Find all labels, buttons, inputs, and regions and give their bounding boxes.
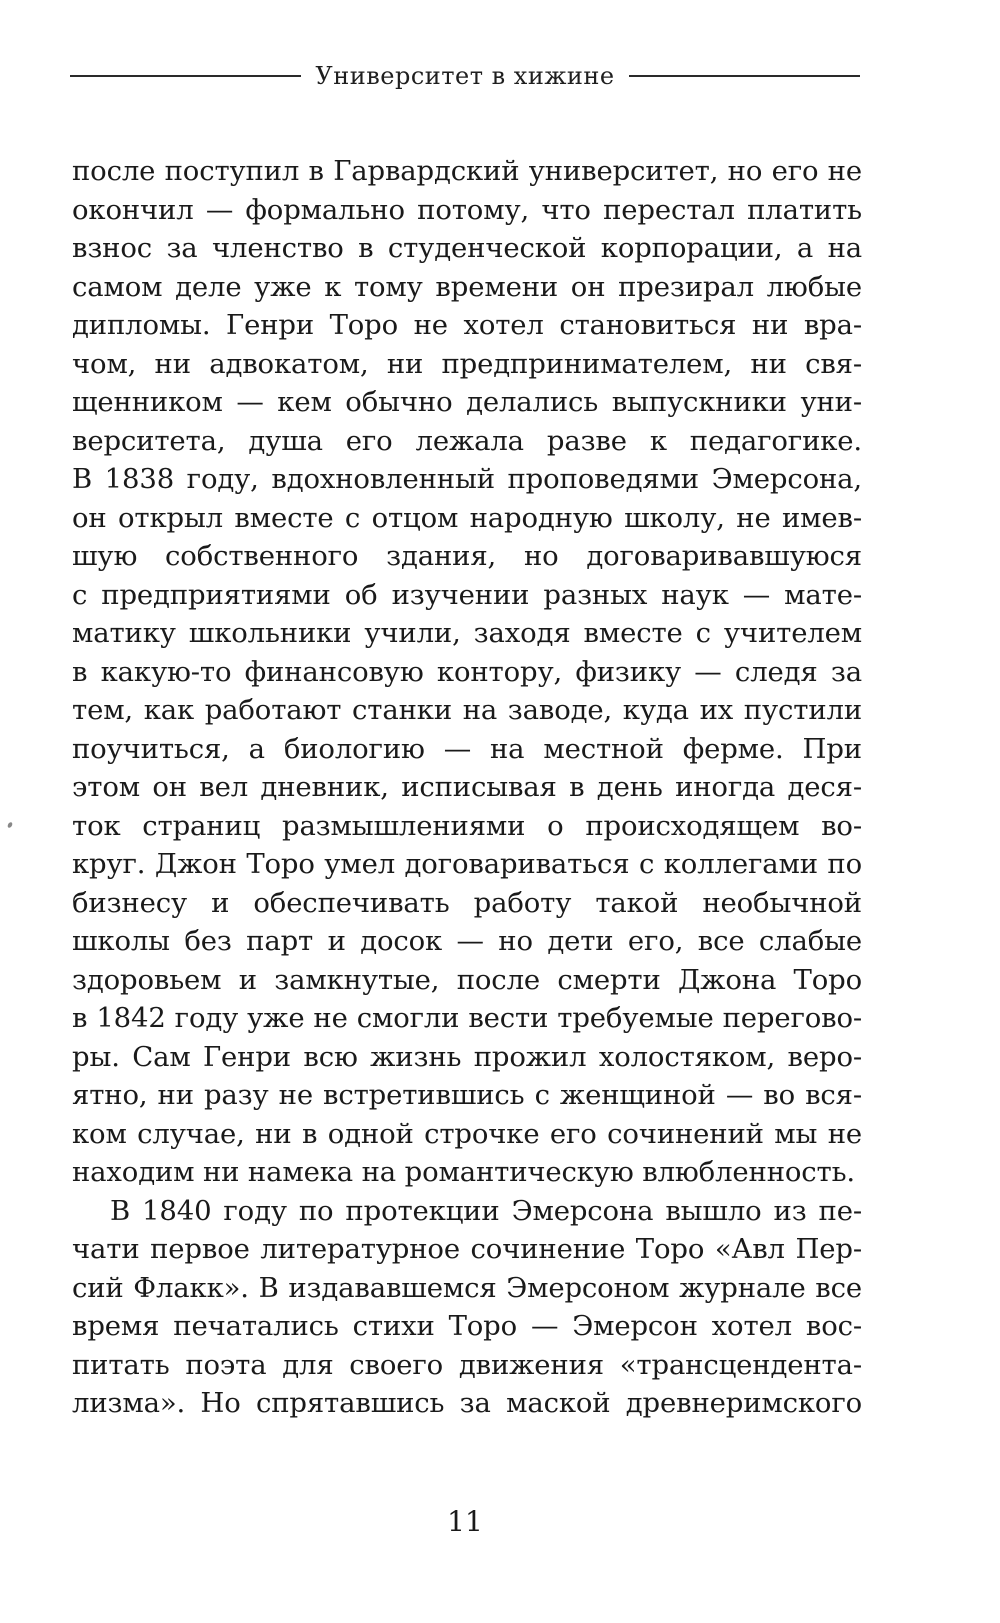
text-line: ком случае, ни в одной строчке его сочинений мы не — [72, 1117, 862, 1150]
paragraph-1 — [72, 152, 862, 1192]
running-head-rule-right — [629, 75, 860, 77]
text-line: время печатались стихи Торо — Эмерсон хотел вос- — [72, 1310, 862, 1342]
text-line: школы без парт и досок — но дети его, все слабые — [72, 925, 862, 957]
text-line: В 1838 году, вдохновленный проповедями Эмерсона, — [72, 463, 862, 495]
text-line: ры. Сам Генри всю жизнь прожил холостяком, веро- — [72, 1040, 862, 1073]
scan-speck — [7, 821, 13, 828]
text-line: бизнесу и обеспечивать работу такой необычной — [72, 886, 862, 919]
text-line: ятно, ни разу не встретившись с женщиной — во вся- — [72, 1079, 862, 1111]
text-line: шую собственного здания, но договаривавшуюся — [72, 540, 862, 572]
text-line: поучиться, а биологию — на местной ферме. При — [72, 732, 862, 765]
text-line: чом, ни адвокатом, ни предпринимателем, ни свя- — [72, 347, 862, 380]
text-line: в 1842 году уже не смогли вести требуемые перегово- — [72, 1002, 862, 1034]
text-line: этом он вел дневник, исписывая в день иногда деся- — [72, 771, 862, 803]
paragraph-2 — [72, 1192, 862, 1423]
running-head-title: Университет в хижине — [315, 62, 615, 90]
text-line: самом деле уже к тому времени он презирал любые — [72, 270, 862, 303]
text-line: В 1840 году по протекции Эмерсона вышло из пе- — [110, 1194, 862, 1227]
text-line: круг. Джон Торо умел договариваться с коллегами по — [72, 848, 862, 880]
text-line: окончил — формально потому, что перестал платить — [72, 193, 862, 226]
text-line: чати первое литературное сочинение Торо «Авл Пер- — [72, 1233, 862, 1265]
page-number: 11 — [447, 1505, 483, 1538]
text-line: матику школьники учили, заходя вместе с учителем — [72, 617, 862, 649]
text-line: в какую-то финансовую контору, физику — следя за — [72, 655, 862, 688]
text-line: ток страниц размышлениями о происходящем во- — [72, 809, 862, 842]
text-line: дипломы. Генри Торо не хотел становиться ни вра- — [72, 309, 862, 341]
body-text — [72, 152, 862, 1423]
text-line: взнос за членство в студенческой корпорации, а на — [72, 232, 862, 264]
text-line: питать поэта для своего движения «трансцендента- — [72, 1348, 862, 1381]
text-line: лизма». Но спрятавшись за маской древнеримского — [72, 1387, 862, 1419]
running-head-rule-left — [70, 75, 301, 77]
text-line: сий Флакк». В издававшемся Эмерсоном журнале все — [72, 1271, 862, 1304]
text-line: он открыл вместе с отцом народную школу, не имев- — [72, 501, 862, 534]
text-line: верситета, душа его лежала разве к педагогике. — [72, 424, 862, 457]
text-line: после поступил в Гарвардский университет, но его не — [72, 155, 862, 187]
text-line: с предприятиями об изучении разных наук — мате- — [72, 578, 862, 611]
text-line: находим ни намека на романтическую влюбленность. — [72, 1156, 856, 1188]
text-line: здоровьем и замкнутые, после смерти Джона Торо — [72, 963, 862, 996]
running-head — [70, 58, 860, 94]
text-line: щенником — кем обычно делались выпускники уни- — [72, 386, 862, 418]
text-line: тем, как работают станки на заводе, куда их пустили — [72, 694, 862, 726]
